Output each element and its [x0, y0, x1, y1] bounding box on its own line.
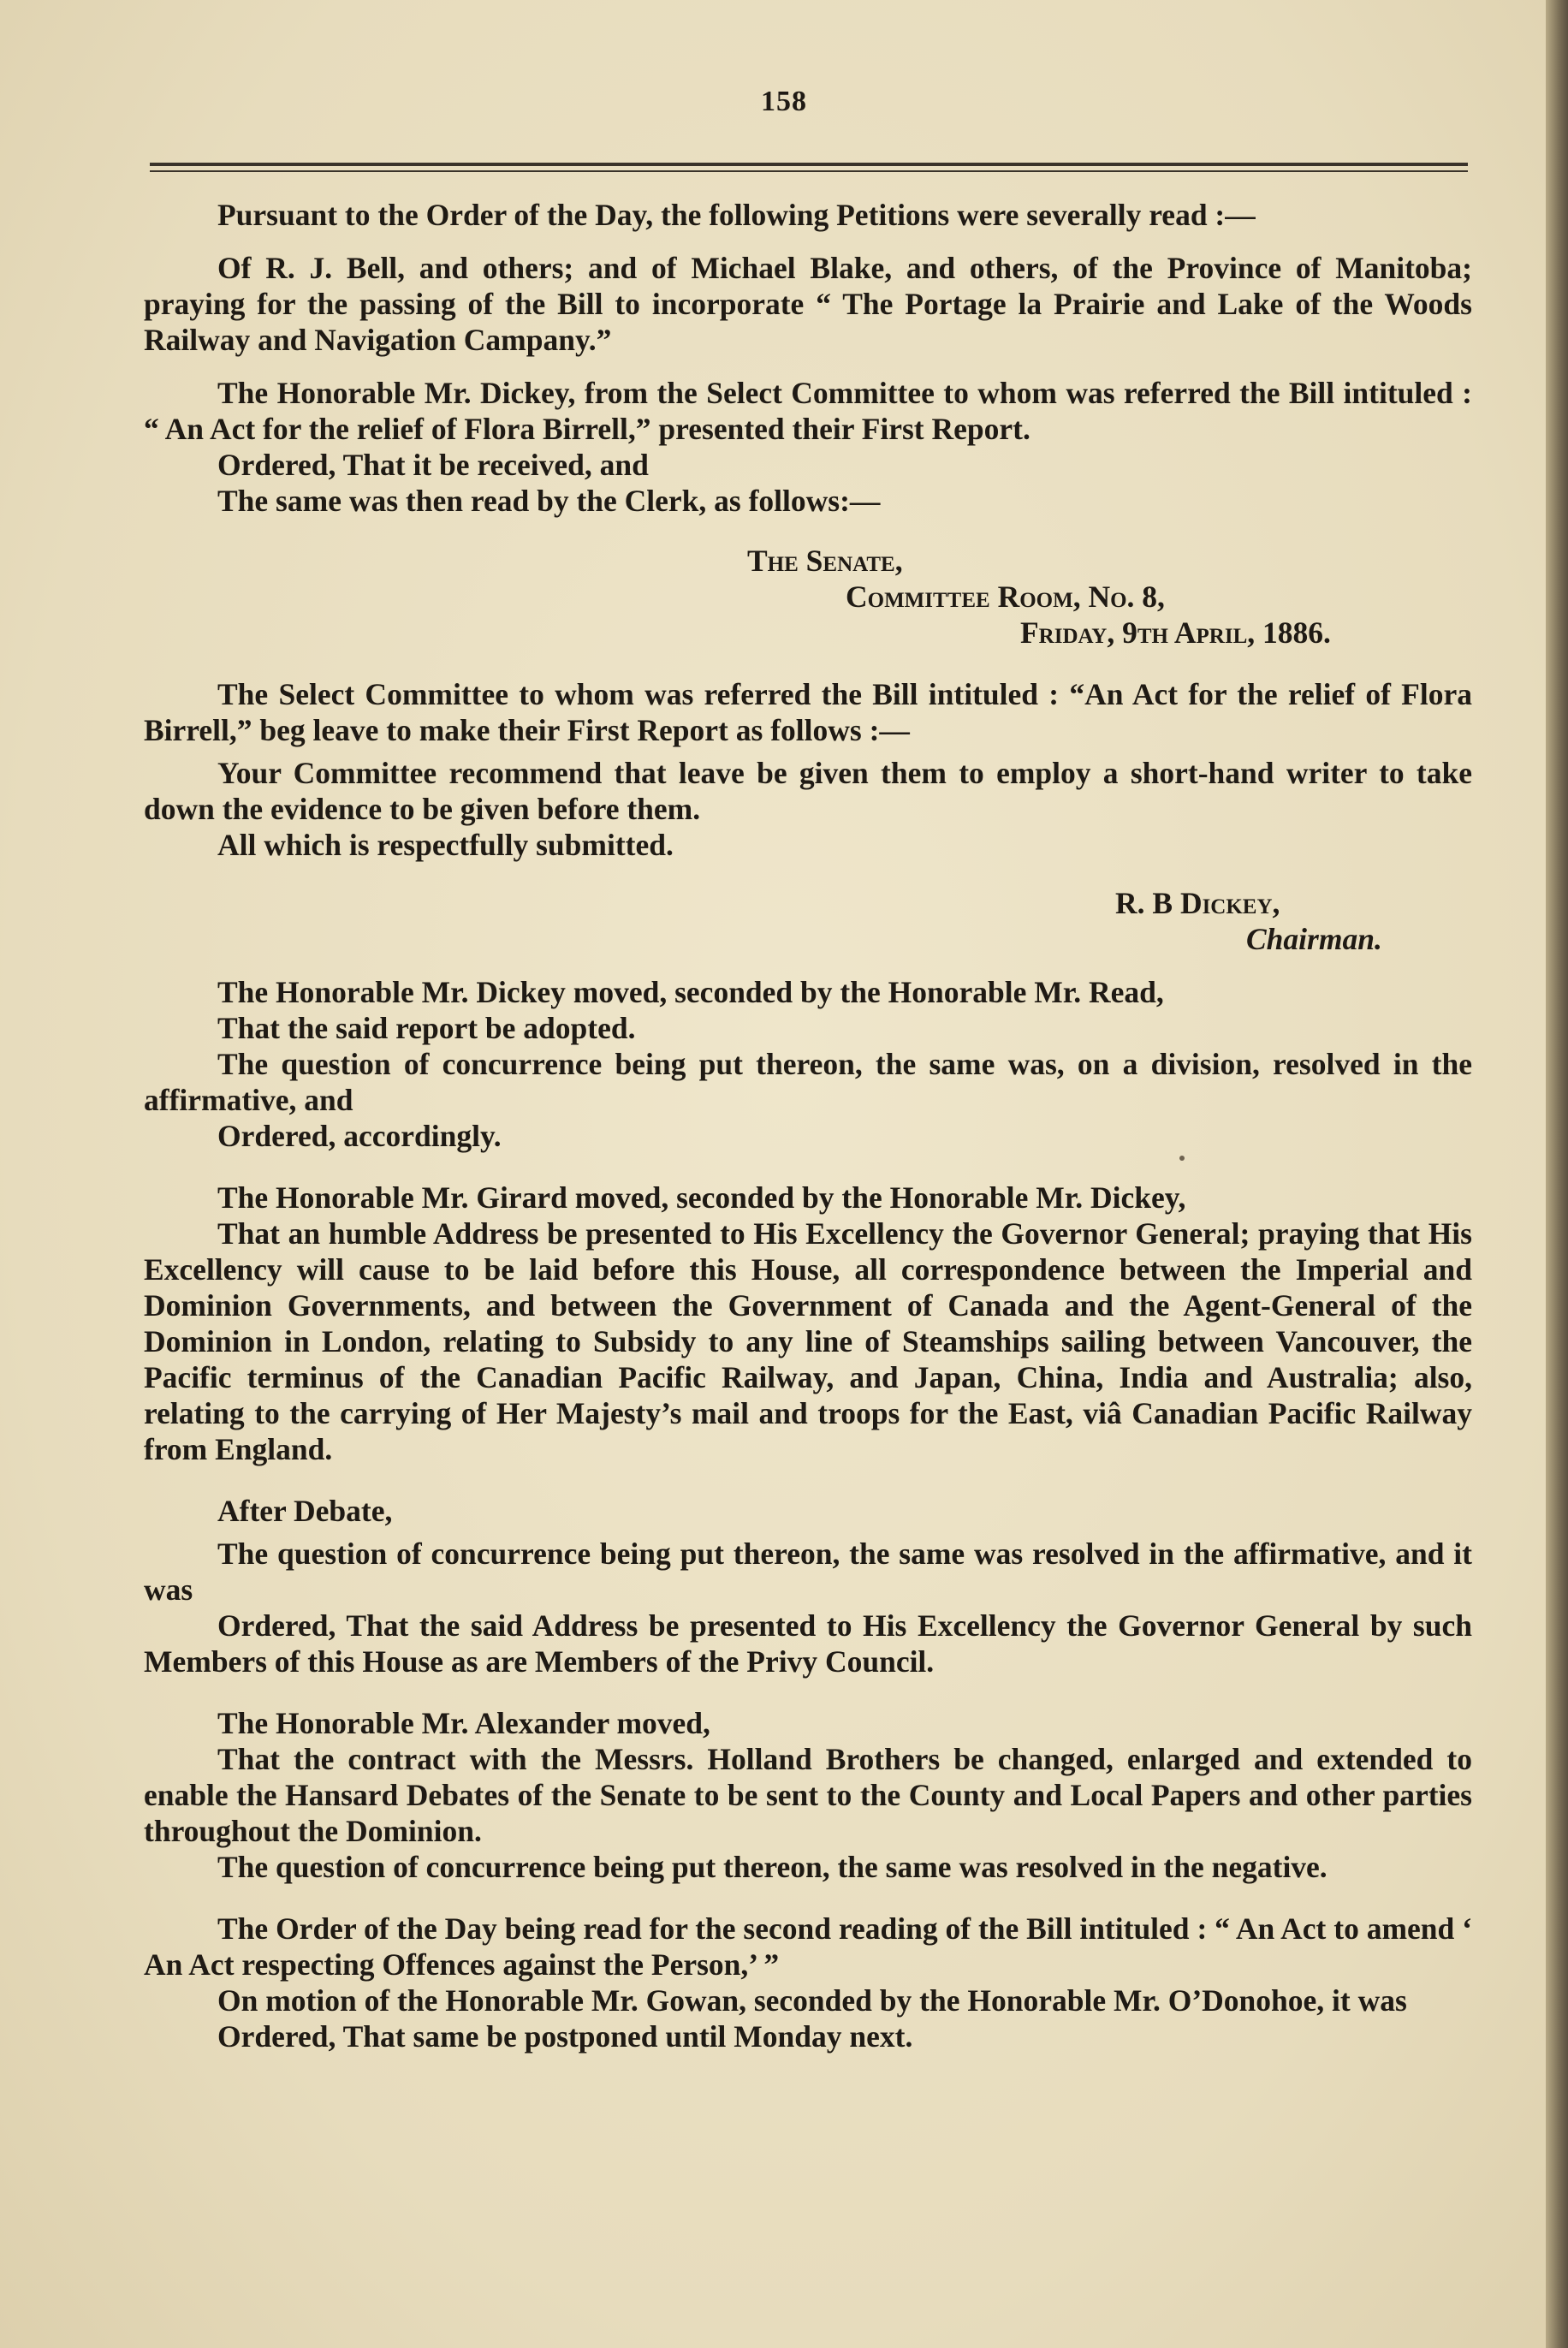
paragraph: The question of concurrence being put thereon, the same was, on a division, resolved in the affirmative, and: [144, 1047, 1472, 1117]
paragraph: All which is respectfully submitted.: [217, 828, 674, 862]
paragraph: The Honorable Mr. Alexander moved,: [217, 1706, 710, 1740]
paragraph: Ordered, That it be received, and: [217, 448, 649, 482]
report-header-date: Friday, 9th April, 1886.: [1020, 615, 1331, 650]
paragraph: The question of concurrence being put thereon, the same was resolved in the negative.: [217, 1850, 1327, 1884]
paragraph: The Order of the Day being read for the second reading of the Bill intituled : “ An Act to amend ‘ An Act respecting Offences against the Person,’ ”: [144, 1911, 1472, 1982]
paragraph: Ordered, accordingly.: [217, 1119, 502, 1153]
paragraph: That the contract with the Messrs. Holland Brothers be changed, enlarged and extended to enable the Hansard Debates of the Senate to be sent to the County and Local Papers and other parties throughout the Dominion.: [144, 1742, 1472, 1848]
paragraph: The Select Committee to whom was referred the Bill intituled : “An Act for the relief of Flora Birrell,” beg leave to make their First Report as follows :—: [144, 677, 1472, 747]
paragraph: That an humble Address be presented to His Excellency the Governor General; praying that His Excellency will cause to be laid before this House, all correspondence between the Imperial and Dominion Governments, and between the Government of Canada and the Agent-General of the Dominion in London, relating to Subsidy to any line of Steamships sailing between Vancouver, the Pacific terminus of the Canadian Pacific Railway, and Japan, China, India and Australia; also, relating to the carrying of Her Majesty’s mail and troops for the East, viâ Canadian Pacific Railway from England.: [144, 1216, 1472, 1466]
paragraph: The same was then read by the Clerk, as follows:—: [217, 484, 881, 518]
page-number: 158: [761, 86, 807, 117]
paragraph: After Debate,: [217, 1494, 393, 1528]
header-rule: [150, 163, 1468, 166]
paragraph: Pursuant to the Order of the Day, the following Petitions were severally read :—: [217, 198, 1256, 232]
paragraph: The Honorable Mr. Dickey, from the Select Committee to whom was referred the Bill intituled : “ An Act for the relief of Flora Birrell,” presented their First Report.: [144, 376, 1472, 446]
paragraph: Your Committee recommend that leave be given them to employ a short-hand writer to take down the evidence to be given before them.: [144, 756, 1472, 826]
paragraph: Ordered, That same be postponed until Monday next.: [217, 2019, 913, 2054]
paragraph: That the said report be adopted.: [217, 1011, 636, 1045]
paragraph: The question of concurrence being put thereon, the same was resolved in the affirmative, and it was: [144, 1537, 1472, 1607]
report-header-room: Committee Room, No. 8,: [846, 580, 1165, 614]
page-body: [144, 197, 1472, 2054]
signature-title: Chairman.: [1246, 922, 1382, 956]
paragraph: The Honorable Mr. Dickey moved, seconded by the Honorable Mr. Read,: [217, 975, 1164, 1009]
paragraph: Ordered, That the said Address be presented to His Excellency the Governor General by such Members of this House as are Members of the Privy Council.: [144, 1608, 1472, 1679]
page-binding-edge: [1546, 0, 1568, 2348]
paragraph: The Honorable Mr. Girard moved, seconded by the Honorable Mr. Dickey,: [217, 1180, 1186, 1215]
signature-name: R. B Dickey,: [1115, 886, 1280, 920]
paragraph: Of R. J. Bell, and others; and of Michael Blake, and others, of the Province of Manitoba; praying for the passing of the Bill to incorporate “ The Portage la Prairie and Lake of the Woods Railway and Navigation Campany.”: [144, 251, 1472, 357]
paragraph: On motion of the Honorable Mr. Gowan, seconded by the Honorable Mr. O’Donohoe, it was: [217, 1983, 1407, 2018]
report-header-title: The Senate,: [747, 544, 903, 578]
header-rule-thin: [150, 170, 1468, 172]
